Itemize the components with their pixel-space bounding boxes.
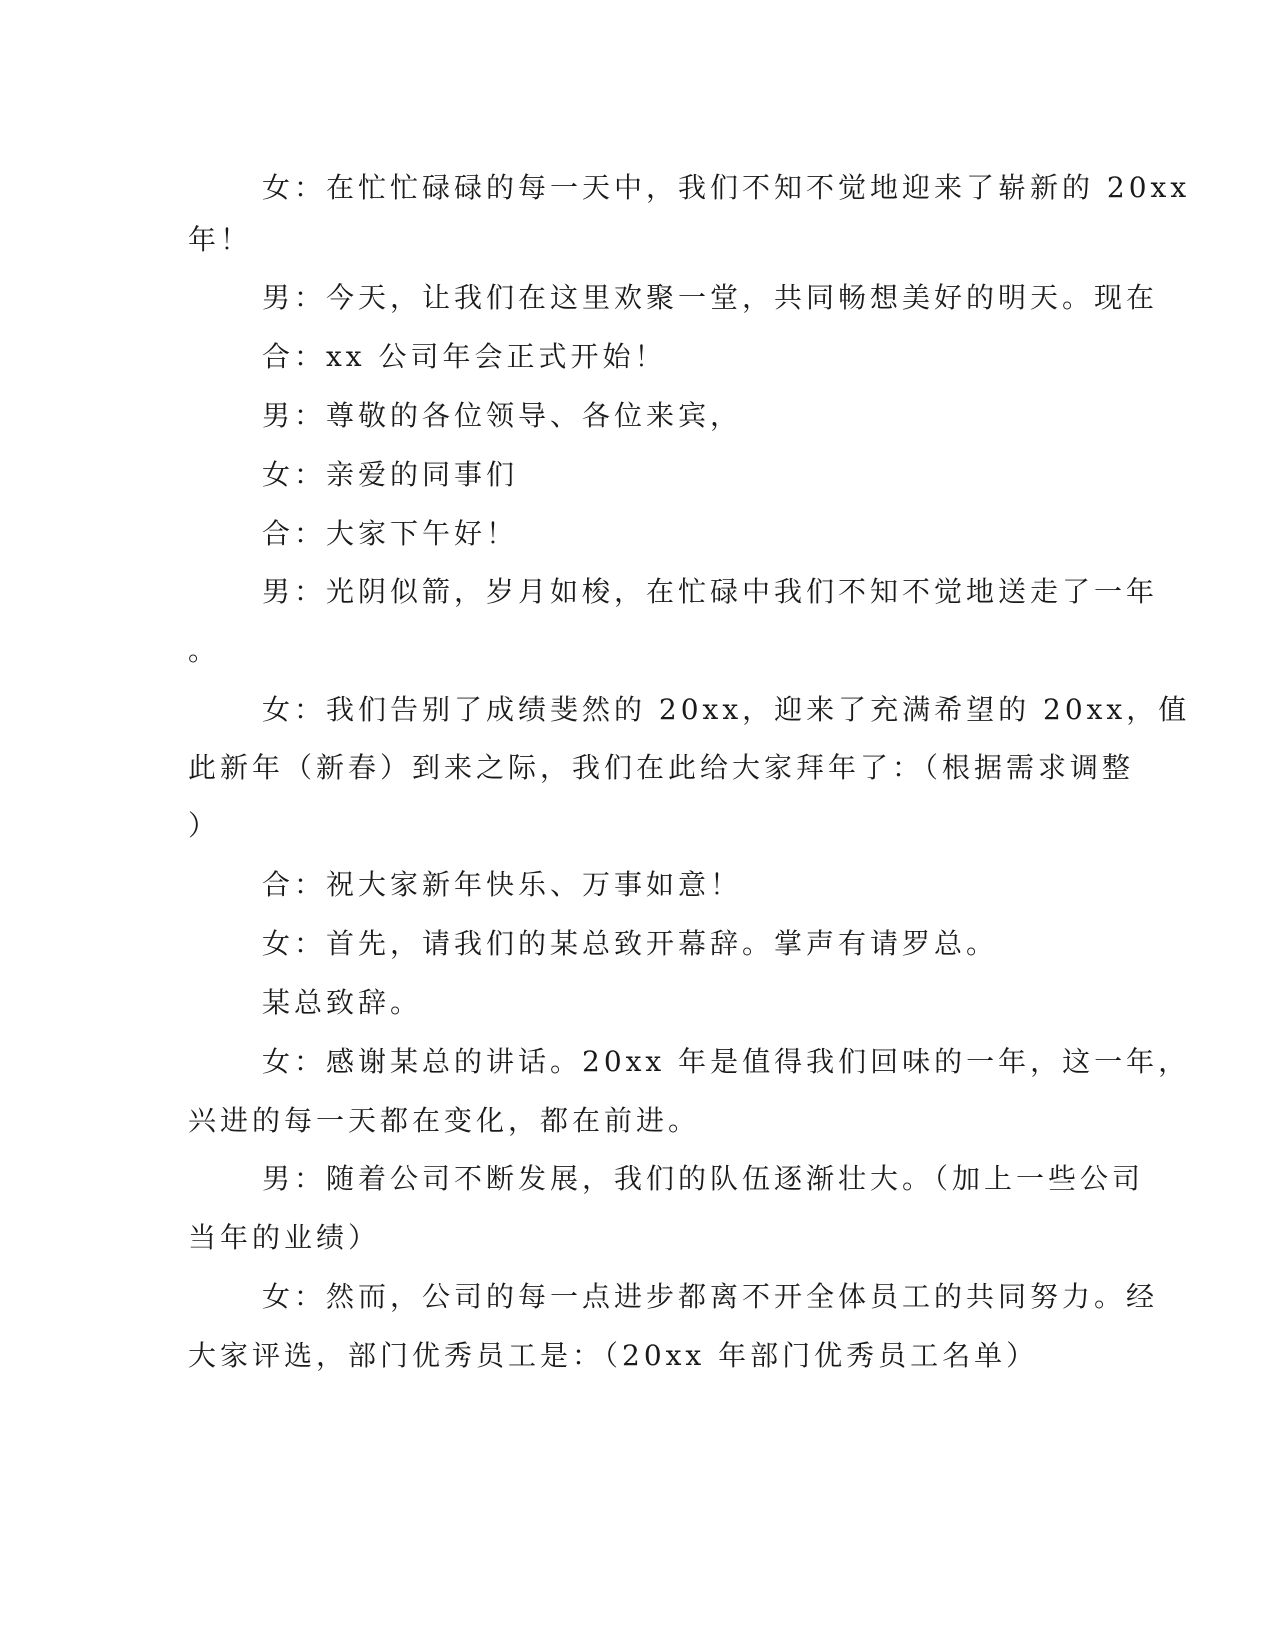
text-line: 男：尊敬的各位领导、各位来宾，	[262, 399, 743, 432]
text-line: 女：首先，请我们的某总致开幕辞。掌声有请罗总。	[262, 927, 999, 960]
text-line: 合：xx 公司年会正式开始！	[262, 340, 667, 373]
text-line: 女：亲爱的同事们	[262, 458, 519, 491]
text-line: 女：我们告别了成绩斐然的 20xx，迎来了充满希望的 20xx，值	[262, 693, 1191, 726]
text-line: 大家评选，部门优秀员工是：（20xx 年部门优秀员工名单）	[188, 1339, 1039, 1372]
text-line: 兴进的每一天都在变化，都在前进。	[188, 1104, 701, 1137]
text-line: 女：感谢某总的讲话。20xx 年是值得我们回味的一年，这一年，	[262, 1045, 1191, 1078]
text-line: 男：光阴似箭，岁月如梭，在忙碌中我们不知不觉地送走了一年	[262, 575, 1159, 608]
text-line: 合：大家下午好！	[262, 517, 519, 550]
text-line: 某总致辞。	[262, 986, 423, 1019]
text-line: 当年的业绩）	[188, 1221, 381, 1254]
text-line: 女：在忙忙碌碌的每一天中，我们不知不觉地迎来了崭新的 20xx	[262, 171, 1191, 204]
text-line: 男：今天，让我们在这里欢聚一堂，共同畅想美好的明天。现在	[262, 281, 1159, 314]
text-line: ）	[188, 809, 221, 842]
text-line: 此新年（新春）到来之际，我们在此给大家拜年了：（根据需求调整	[188, 751, 1135, 784]
text-line: 男：随着公司不断发展，我们的队伍逐渐壮大。（加上一些公司	[262, 1162, 1145, 1195]
text-line: 年！	[188, 223, 253, 256]
text-line: 女：然而，公司的每一点进步都离不开全体员工的共同努力。经	[262, 1280, 1159, 1313]
text-line: 。	[188, 634, 221, 667]
text-line: 合：祝大家新年快乐、万事如意！	[262, 868, 743, 901]
